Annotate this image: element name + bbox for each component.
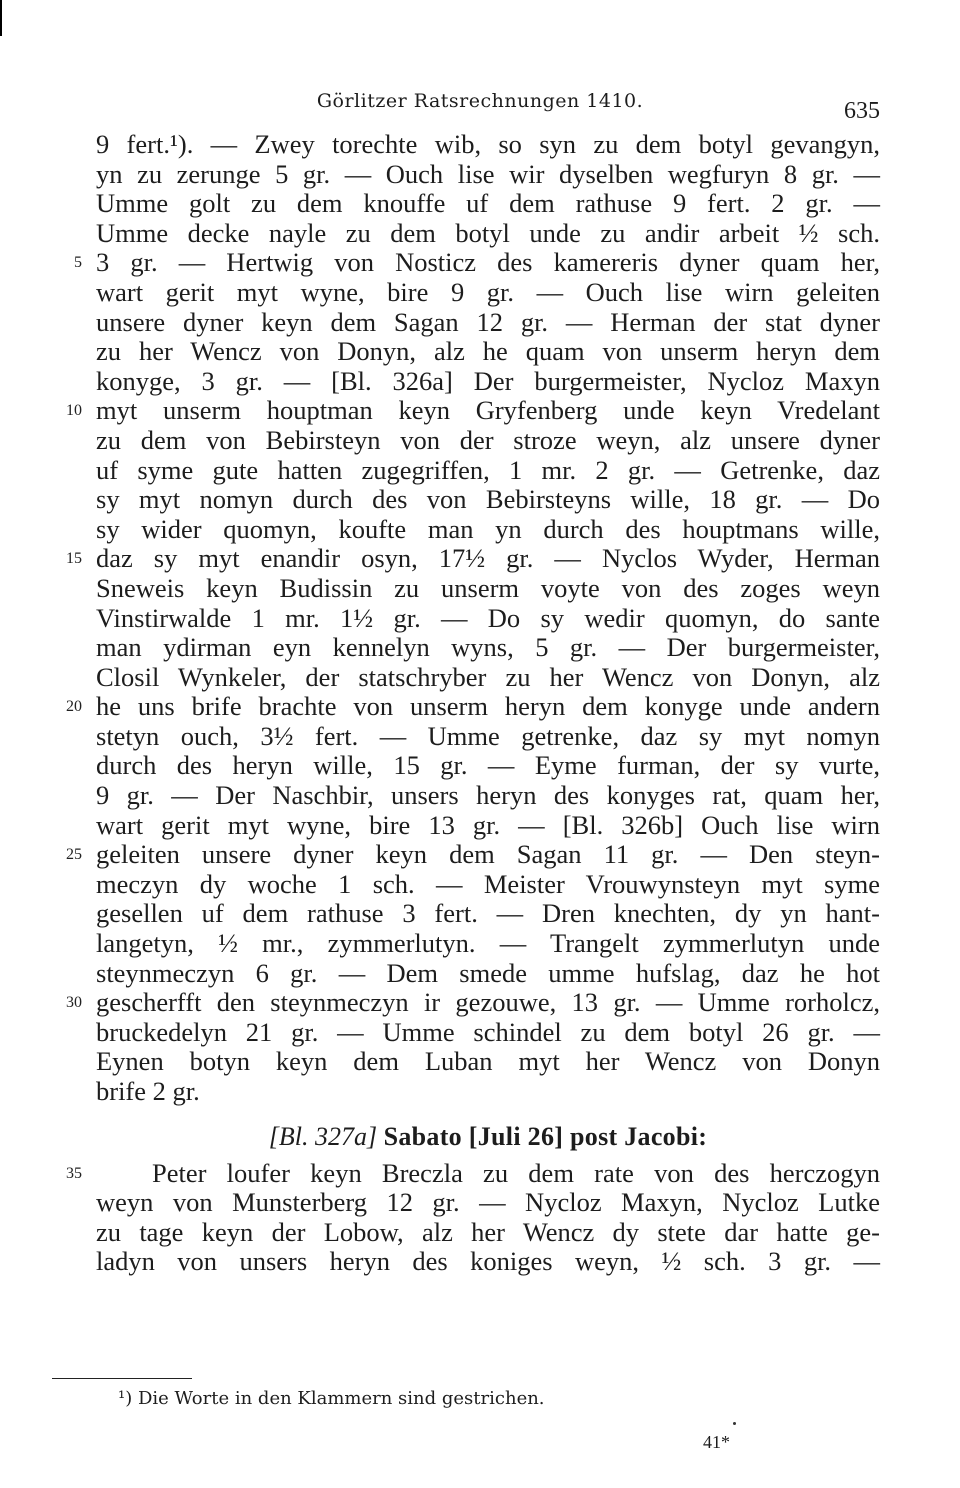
line-text: man ydirman eyn kennelyn wyns, 5 gr. — Der burgermeister, <box>96 632 880 663</box>
line-text: brife 2 gr. <box>96 1076 200 1106</box>
text-line <box>96 1047 880 1077</box>
line-text: Peter loufer keyn Breczla zu dem rate von des herczogyn <box>152 1157 880 1188</box>
text-line <box>96 604 880 634</box>
running-head: Görlitzer Ratsrechnungen 1410. <box>316 90 644 112</box>
text-line <box>96 308 880 338</box>
line-number: 15 <box>66 550 82 568</box>
line-text: steynmeczyn 6 gr. — Dem smede umme hufslag, daz he hot <box>96 957 880 988</box>
line-text: he uns brife brachte von unserm heryn dem konyge unde andern <box>96 691 880 722</box>
text-line <box>66 1157 880 1189</box>
text-line <box>96 870 880 900</box>
line-text: 9 gr. — Der Naschbir, unsers heryn des konyges rat, quam her, <box>96 780 880 811</box>
footnote: ¹) Die Worte in den Klammern sind gestrichen. <box>118 1388 545 1409</box>
line-text: Eynen botyn keyn dem Luban myt her Wencz von Donyn <box>96 1046 880 1077</box>
text-line <box>96 515 880 545</box>
line-text: daz sy myt enandir osyn, 17½ gr. — Nyclos Wyder, Herman <box>96 543 880 574</box>
text-line <box>96 899 880 929</box>
line-text: sy wider quomyn, koufte man yn durch des houptmans wille, <box>96 513 880 544</box>
text-line <box>96 367 880 397</box>
text-line <box>96 485 880 515</box>
line-text: Umme decke nayle zu dem botyl unde zu andir arbeit ½ sch. <box>96 217 880 248</box>
section-title: Sabato [Juli 26] post Jacobi: <box>383 1121 708 1151</box>
text-line <box>96 337 880 367</box>
dot-mark <box>733 1422 736 1425</box>
line-number: 5 <box>74 254 82 272</box>
paragraph-sabato <box>66 1157 880 1277</box>
text-line <box>96 959 880 989</box>
signature-mark: 41* <box>703 1432 730 1452</box>
line-number: 35 <box>66 1164 82 1182</box>
line-text: wart gerit myt wyne, bire 13 gr. — [Bl. 326b] Ouch lise wirn <box>96 809 880 840</box>
line-text: zu tage keyn der Lobow, alz her Wencz dy stete dar hatte ge- <box>96 1216 880 1247</box>
folio-reference: [Bl. 327a] <box>268 1121 378 1151</box>
line-text: yn zu zerunge 5 gr. — Ouch lise wir dyselben wegfuryn 8 gr. — <box>96 158 880 189</box>
line-number: 20 <box>66 698 82 716</box>
line-text: zu dem von Bebirsteyn von der stroze weyn, alz unsere dyner <box>96 424 880 455</box>
text-line <box>66 839 880 870</box>
line-text: myt unserm houptman keyn Gryfenberg unde keyn Vredelant <box>96 395 880 426</box>
line-text: unsere dyner keyn dem Sagan 12 gr. — Herman der stat dyner <box>96 306 880 337</box>
text-line <box>96 781 880 811</box>
section-heading <box>96 1119 880 1155</box>
line-text: 9 fert.¹). — Zwey torechte wib, so syn zu dem botyl gevangyn, <box>96 129 880 159</box>
line-number: 30 <box>66 994 82 1012</box>
line-text: bruckedelyn 21 gr. — Umme schindel zu dem botyl 26 gr. — <box>96 1016 880 1047</box>
page-header <box>0 86 960 126</box>
line-text: Vinstirwalde 1 mr. 1½ gr. — Do sy wedir quomyn, do sante <box>96 602 880 633</box>
text-line <box>96 574 880 604</box>
line-text: konyge, 3 gr. — [Bl. 326a] Der burgermeister, Nycloz Maxyn <box>96 365 880 396</box>
text-line <box>96 633 880 663</box>
scan-edge-mark <box>0 0 2 36</box>
text-line <box>96 929 880 959</box>
text-line <box>96 456 880 486</box>
line-text: langetyn, ½ mr., zymmerlutyn. — Trangelt zymmerlutyn unde <box>96 928 880 959</box>
line-text: 3 gr. — Hertwig von Nosticz des kamereris dyner quam her, <box>96 247 880 278</box>
line-text: gescherfft den steynmeczyn ir gezouwe, 13 gr. — Umme rorholcz, <box>96 987 880 1018</box>
line-text: sy myt nomyn durch des von Bebirsteyns wille, 18 gr. — Do <box>96 484 880 515</box>
line-text: uf syme gute hatten zugegriffen, 1 mr. 2 gr. — Getrenke, daz <box>96 454 880 485</box>
body-text <box>66 129 880 1277</box>
line-text: gesellen uf dem rathuse 3 fert. — Dren knechten, dy yn hant- <box>96 898 880 929</box>
footnote-rule <box>52 1378 192 1379</box>
line-text: ladyn von unsers heryn des koniges weyn, ½ sch. 3 gr. — <box>96 1246 880 1277</box>
text-line <box>96 426 880 456</box>
text-line <box>96 278 880 308</box>
text-line <box>96 219 880 249</box>
text-line <box>66 691 880 722</box>
line-text: weyn von Munsterberg 12 gr. — Nycloz Maxyn, Nycloz Lutke <box>96 1187 880 1218</box>
text-line <box>96 130 880 160</box>
line-text: Closil Wynkeler, der statschryber zu her Wencz von Donyn, alz <box>96 661 880 692</box>
text-line <box>66 543 880 574</box>
line-text: zu her Wencz von Donyn, alz he quam von unserm heryn dem <box>96 336 880 367</box>
text-line <box>96 1018 880 1048</box>
line-number: 10 <box>66 402 82 420</box>
text-line <box>96 160 880 190</box>
paragraph-accounts <box>66 129 880 1107</box>
page-number: 635 <box>844 98 880 124</box>
line-text: meczyn dy woche 1 sch. — Meister Vrouwynsteyn myt syme <box>96 868 880 899</box>
text-line <box>96 663 880 693</box>
text-line <box>66 395 880 426</box>
line-text: durch des heryn wille, 15 gr. — Eyme furman, der sy vurte, <box>96 750 880 781</box>
text-line <box>96 751 880 781</box>
line-text: Sneweis keyn Budissin zu unserm voyte von des zoges weyn <box>96 572 880 603</box>
text-line <box>96 722 880 752</box>
text-line <box>66 987 880 1018</box>
text-line <box>96 1188 880 1218</box>
text-line <box>96 189 880 219</box>
text-line <box>96 811 880 841</box>
line-number: 25 <box>66 846 82 864</box>
text-line <box>96 1077 880 1107</box>
line-text: geleiten unsere dyner keyn dem Sagan 11 gr. — Den steyn- <box>96 839 880 870</box>
line-text: stetyn ouch, 3½ fert. — Umme getrenke, daz sy myt nomyn <box>96 720 880 751</box>
line-text: wart gerit myt wyne, bire 9 gr. — Ouch lise wirn geleiten <box>96 276 880 307</box>
text-line <box>96 1218 880 1248</box>
line-text: Umme golt zu dem knouffe uf dem rathuse 9 fert. 2 gr. — <box>96 188 880 219</box>
text-line <box>74 247 880 278</box>
text-line <box>96 1247 880 1277</box>
